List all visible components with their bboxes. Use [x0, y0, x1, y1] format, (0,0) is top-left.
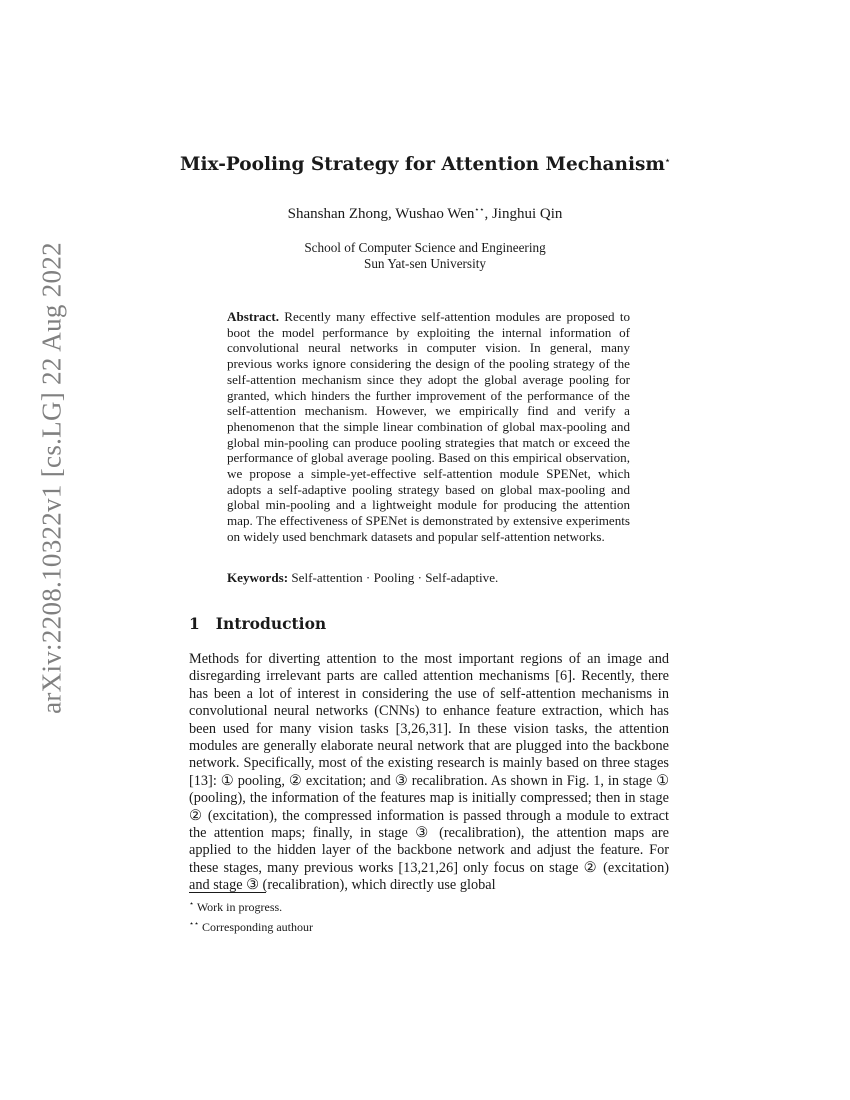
- footnote-1: [189, 896, 313, 916]
- corresponding-author-mark: ⋆⋆: [474, 205, 485, 214]
- keywords-text: Self-attention · Pooling · Self-adaptive.: [291, 570, 499, 585]
- footnote-2-text: Corresponding authour: [202, 919, 313, 934]
- author-names-2: , Jinghui Qin: [484, 206, 563, 222]
- section-title: Introduction: [215, 614, 327, 633]
- footnote-1-mark: ⋆: [189, 899, 195, 908]
- abstract-label: Abstract.: [227, 309, 279, 324]
- affiliation: [0, 240, 850, 272]
- footnote-1-text: Work in progress.: [196, 900, 283, 914]
- arxiv-identifier: arXiv:2208.10322v1 [cs.LG] 22 Aug 2022: [36, 242, 67, 714]
- author-names-1: Shanshan Zhong, Wushao Wen: [287, 206, 475, 222]
- title-footnote-mark: ⋆: [664, 154, 670, 165]
- affiliation-line-2: Sun Yat-sen University: [364, 256, 486, 271]
- abstract-text: Recently many effective self-attention modules are proposed to boot the model performance by exploiting the internal information of convolutional neural networks in computer vision. In general, many previous works ignore considering the design of the pooling strategy of the self-attention mechanism since they adopt the global average pooling for granted, which hinders the further improvement of the performance of the self-attention mechanism. However, we empirically find and verify a phenomenon that the simple linear combination of global max-pooling and global min-pooling can produce pooling strategies that match or exceed the performance of global average pooling. Based on this empirical observation, we propose a simple-yet-effective self-attention module SPENet, which adopts a self-adaptive pooling strategy based on global max-pooling and global min-pooling and a lightweight module for producing the attention map. The effectiveness of SPENet is demonstrated by extensive experiments on widely used benchmark datasets and popular self-attention networks.: [227, 309, 630, 544]
- author-list: [0, 205, 850, 223]
- footnote-2-mark: ⋆⋆: [189, 918, 200, 928]
- section-number: 1: [189, 614, 200, 633]
- title-text: Mix-Pooling Strategy for Attention Mechanism: [179, 154, 665, 175]
- affiliation-line-1: School of Computer Science and Engineering: [304, 240, 546, 255]
- footnote-2: [189, 916, 313, 936]
- footnote-divider: [189, 892, 266, 893]
- section-heading: [189, 614, 326, 633]
- keywords-label: Keywords:: [227, 570, 289, 585]
- footnotes: [189, 896, 313, 935]
- keywords: [227, 570, 630, 586]
- introduction-paragraph: Methods for diverting attention to the most important regions of an image and disregarding irrelevant parts are called attention mechanisms [6]. Recently, there has been a lot of interest in considering the use of self-attention mechanisms in convolutional neural networks (CNNs) to enhance feature extraction, which has been used for many vision tasks [3,26,31]. In these vision tasks, the attention modules are generally elaborate neural network that are plugged into the backbone network. Specifically, most of the existing research is mainly based on three stages [13]: ① pooling, ② excitation; and ③ recalibration. As shown in Fig. 1, in stage ① (pooling), the information of the features map is initially compressed; then in stage ② (excitation), the compressed information is passed through a module to extract the attention maps; finally, in stage ③ (recalibration), the attention maps are applied to the hidden layer of the backbone network and adjust the feature. For these stages, many previous works [13,21,26] only focus on stage ② (excitation) and stage ③ (recalibration), which directly use global: [189, 651, 669, 894]
- abstract: [227, 309, 630, 545]
- paper-title: [0, 154, 850, 175]
